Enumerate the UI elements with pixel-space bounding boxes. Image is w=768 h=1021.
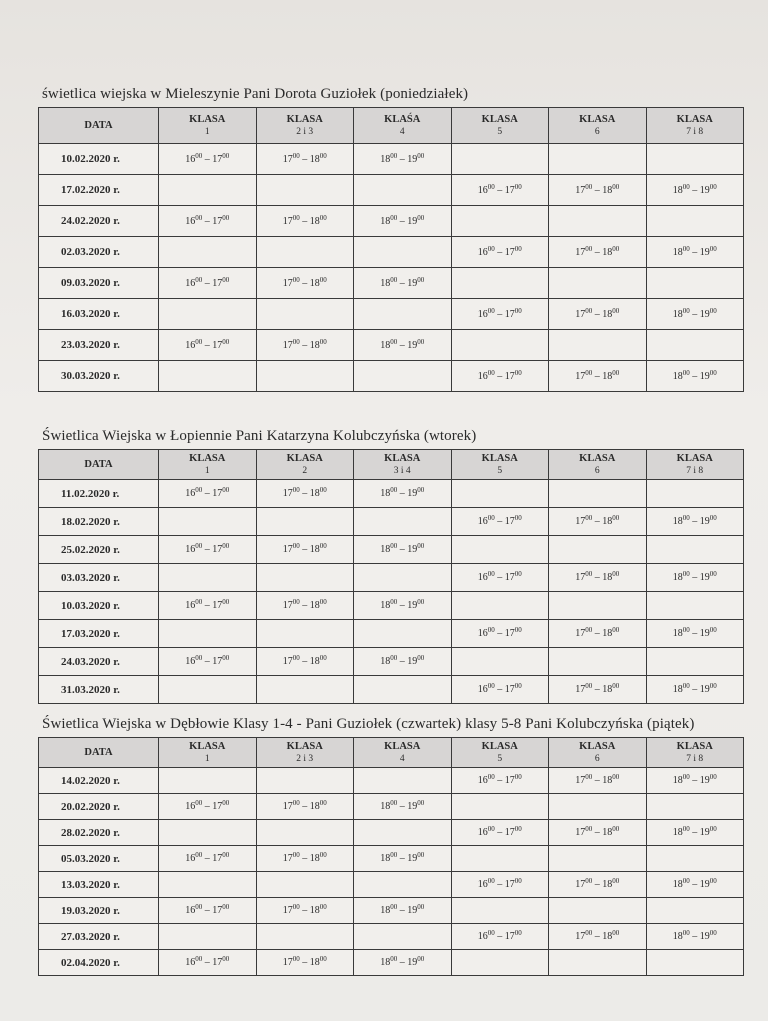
time-slot-cell: $17^{00} - 18^{00}$: [549, 872, 647, 898]
class-column-header: [549, 738, 647, 768]
class-header-label: KLASA: [481, 452, 518, 464]
time-slot-cell: $16^{00} - 17^{00}$: [159, 480, 257, 508]
time-slot-cell: [646, 950, 744, 976]
class-header-label: KLASA: [189, 740, 226, 752]
date-cell: 24.02.2020 r.: [39, 206, 159, 237]
time-slot-cell: $16^{00} - 17^{00}$: [159, 950, 257, 976]
table-row: [39, 820, 744, 846]
time-slot-cell: [256, 676, 354, 704]
class-column-header: [354, 108, 452, 144]
table-row: [39, 237, 744, 268]
time-slot-cell: [451, 536, 549, 564]
class-header-label: KLASA: [579, 452, 616, 464]
class-column-header: [256, 738, 354, 768]
time-slot-cell: $16^{00} - 17^{00}$: [451, 508, 549, 536]
date-cell: 09.03.2020 r.: [39, 268, 159, 299]
time-slot-cell: [646, 536, 744, 564]
time-slot-cell: [549, 536, 647, 564]
time-slot-cell: [354, 508, 452, 536]
time-slot-cell: [354, 237, 452, 268]
class-header-label: KLASA: [481, 113, 518, 125]
time-slot-cell: $18^{00} - 19^{00}$: [354, 268, 452, 299]
date-cell: 16.03.2020 r.: [39, 299, 159, 330]
class-column-header: [549, 450, 647, 480]
time-slot-cell: $18^{00} - 19^{00}$: [646, 872, 744, 898]
time-slot-cell: $16^{00} - 17^{00}$: [451, 175, 549, 206]
section-title: Świetlica Wiejska w Łopiennie Pani Katarzyna Kolubczyńska (wtorek): [42, 428, 477, 444]
date-cell: 23.03.2020 r.: [39, 330, 159, 361]
class-header-label: KLASA: [384, 452, 421, 464]
class-column-header: [646, 738, 744, 768]
time-slot-cell: $17^{00} - 18^{00}$: [549, 299, 647, 330]
table-row: [39, 299, 744, 330]
class-column-header: [354, 450, 452, 480]
time-slot-cell: $16^{00} - 17^{00}$: [451, 820, 549, 846]
schedule-section-lopienno: [38, 428, 744, 704]
time-slot-cell: [549, 206, 647, 237]
table-row: [39, 361, 744, 392]
time-slot-cell: $18^{00} - 19^{00}$: [354, 846, 452, 872]
date-cell: 02.04.2020 r.: [39, 950, 159, 976]
time-slot-cell: [451, 206, 549, 237]
time-slot-cell: $16^{00} - 17^{00}$: [159, 144, 257, 175]
time-slot-cell: [354, 299, 452, 330]
class-column-header: [451, 450, 549, 480]
date-column-header: DATA: [39, 738, 159, 768]
class-header-label: KLASA: [286, 452, 323, 464]
class-header-label: KLASA: [189, 113, 226, 125]
time-slot-cell: $18^{00} - 19^{00}$: [646, 924, 744, 950]
time-slot-cell: $18^{00} - 19^{00}$: [646, 175, 744, 206]
time-slot-cell: [256, 872, 354, 898]
time-slot-cell: [354, 564, 452, 592]
class-column-header: [256, 450, 354, 480]
class-column-header: [549, 108, 647, 144]
class-header-label: KLASA: [286, 113, 323, 125]
date-cell: 10.03.2020 r.: [39, 592, 159, 620]
table-row: [39, 924, 744, 950]
time-slot-cell: $17^{00} - 18^{00}$: [256, 206, 354, 237]
time-slot-cell: [256, 361, 354, 392]
table-row: [39, 564, 744, 592]
time-slot-cell: $17^{00} - 18^{00}$: [549, 924, 647, 950]
time-slot-cell: $17^{00} - 18^{00}$: [549, 676, 647, 704]
time-slot-cell: $16^{00} - 17^{00}$: [451, 676, 549, 704]
class-header-number: 7 i 8: [686, 126, 704, 137]
time-slot-cell: $17^{00} - 18^{00}$: [256, 144, 354, 175]
class-header-label: KLASA: [286, 740, 323, 752]
time-slot-cell: [256, 237, 354, 268]
class-header-number: 6: [594, 753, 600, 764]
class-header-number: 2: [302, 465, 308, 476]
time-slot-cell: $17^{00} - 18^{00}$: [549, 175, 647, 206]
table-row: [39, 480, 744, 508]
time-slot-cell: [549, 794, 647, 820]
time-slot-cell: $17^{00} - 18^{00}$: [549, 508, 647, 536]
time-slot-cell: $16^{00} - 17^{00}$: [159, 330, 257, 361]
table-row: [39, 144, 744, 175]
date-cell: 17.02.2020 r.: [39, 175, 159, 206]
schedule-table: [38, 449, 744, 704]
time-slot-cell: $18^{00} - 19^{00}$: [646, 768, 744, 794]
time-slot-cell: $16^{00} - 17^{00}$: [451, 299, 549, 330]
time-slot-cell: $17^{00} - 18^{00}$: [549, 820, 647, 846]
date-cell: 28.02.2020 r.: [39, 820, 159, 846]
class-column-header: [451, 738, 549, 768]
class-header-label: KLASA: [481, 740, 518, 752]
time-slot-cell: $17^{00} - 18^{00}$: [549, 237, 647, 268]
date-cell: 30.03.2020 r.: [39, 361, 159, 392]
time-slot-cell: $17^{00} - 18^{00}$: [549, 361, 647, 392]
date-column-header: DATA: [39, 450, 159, 480]
time-slot-cell: $17^{00} - 18^{00}$: [256, 648, 354, 676]
time-slot-cell: $18^{00} - 19^{00}$: [646, 361, 744, 392]
time-slot-cell: $17^{00} - 18^{00}$: [549, 768, 647, 794]
date-cell: 24.03.2020 r.: [39, 648, 159, 676]
time-slot-cell: $17^{00} - 18^{00}$: [256, 480, 354, 508]
table-row: [39, 592, 744, 620]
time-slot-cell: [451, 794, 549, 820]
class-header-number: 7 i 8: [686, 465, 704, 476]
time-slot-cell: $18^{00} - 19^{00}$: [646, 564, 744, 592]
date-cell: 03.03.2020 r.: [39, 564, 159, 592]
date-cell: 17.03.2020 r.: [39, 620, 159, 648]
class-header-number: 6: [594, 465, 600, 476]
header-row: [39, 450, 744, 480]
class-header-number: 7 i 8: [686, 753, 704, 764]
time-slot-cell: [159, 620, 257, 648]
time-slot-cell: [256, 924, 354, 950]
date-cell: 18.02.2020 r.: [39, 508, 159, 536]
time-slot-cell: [549, 268, 647, 299]
time-slot-cell: $16^{00} - 17^{00}$: [159, 206, 257, 237]
date-cell: 27.03.2020 r.: [39, 924, 159, 950]
time-slot-cell: [354, 676, 452, 704]
class-header-label: KLASA: [189, 452, 226, 464]
time-slot-cell: $16^{00} - 17^{00}$: [159, 648, 257, 676]
class-header-label: KLASA: [579, 740, 616, 752]
time-slot-cell: $18^{00} - 19^{00}$: [646, 508, 744, 536]
time-slot-cell: [159, 564, 257, 592]
time-slot-cell: [549, 846, 647, 872]
time-slot-cell: [646, 268, 744, 299]
time-slot-cell: [354, 175, 452, 206]
class-column-header: [646, 450, 744, 480]
time-slot-cell: $18^{00} - 19^{00}$: [354, 648, 452, 676]
class-header-number: 2 i 3: [296, 753, 314, 764]
time-slot-cell: [451, 480, 549, 508]
schedule-section-deblowo: [38, 716, 744, 976]
time-slot-cell: [646, 592, 744, 620]
time-slot-cell: [646, 330, 744, 361]
class-header-number: 5: [497, 753, 503, 764]
time-slot-cell: $17^{00} - 18^{00}$: [256, 268, 354, 299]
class-header-label: KLASA: [676, 740, 713, 752]
time-slot-cell: $18^{00} - 19^{00}$: [354, 536, 452, 564]
table-row: [39, 794, 744, 820]
time-slot-cell: $16^{00} - 17^{00}$: [159, 592, 257, 620]
time-slot-cell: $16^{00} - 17^{00}$: [451, 924, 549, 950]
time-slot-cell: $18^{00} - 19^{00}$: [354, 950, 452, 976]
time-slot-cell: [451, 846, 549, 872]
schedule-section-mieleszyn: [38, 86, 744, 392]
time-slot-cell: [646, 794, 744, 820]
date-cell: 14.02.2020 r.: [39, 768, 159, 794]
class-header-label: KLASA: [384, 740, 421, 752]
time-slot-cell: [646, 898, 744, 924]
header-row: [39, 108, 744, 144]
class-column-header: [159, 108, 257, 144]
class-header-label: KLASA: [676, 113, 713, 125]
date-cell: 31.03.2020 r.: [39, 676, 159, 704]
time-slot-cell: [159, 237, 257, 268]
time-slot-cell: $16^{00} - 17^{00}$: [159, 846, 257, 872]
class-column-header: [159, 738, 257, 768]
time-slot-cell: [256, 620, 354, 648]
class-header-number: 2 i 3: [296, 126, 314, 137]
time-slot-cell: $18^{00} - 19^{00}$: [354, 206, 452, 237]
class-header-number: 1: [204, 126, 210, 137]
time-slot-cell: $16^{00} - 17^{00}$: [159, 536, 257, 564]
time-slot-cell: $16^{00} - 17^{00}$: [451, 564, 549, 592]
time-slot-cell: [451, 330, 549, 361]
time-slot-cell: [549, 592, 647, 620]
time-slot-cell: [256, 508, 354, 536]
time-slot-cell: [256, 175, 354, 206]
time-slot-cell: [354, 768, 452, 794]
time-slot-cell: $16^{00} - 17^{00}$: [451, 620, 549, 648]
table-row: [39, 898, 744, 924]
time-slot-cell: $16^{00} - 17^{00}$: [451, 768, 549, 794]
time-slot-cell: [451, 950, 549, 976]
date-cell: 25.02.2020 r.: [39, 536, 159, 564]
table-row: [39, 206, 744, 237]
time-slot-cell: $16^{00} - 17^{00}$: [159, 898, 257, 924]
time-slot-cell: [159, 508, 257, 536]
date-column-header: DATA: [39, 108, 159, 144]
class-header-label: KLASA: [579, 113, 616, 125]
time-slot-cell: $18^{00} - 19^{00}$: [354, 898, 452, 924]
time-slot-cell: [354, 361, 452, 392]
time-slot-cell: [549, 950, 647, 976]
time-slot-cell: [159, 361, 257, 392]
time-slot-cell: [646, 648, 744, 676]
time-slot-cell: [549, 144, 647, 175]
date-cell: 19.03.2020 r.: [39, 898, 159, 924]
time-slot-cell: [159, 299, 257, 330]
time-slot-cell: [549, 480, 647, 508]
class-column-header: [159, 450, 257, 480]
time-slot-cell: [646, 480, 744, 508]
table-row: [39, 330, 744, 361]
time-slot-cell: $17^{00} - 18^{00}$: [549, 564, 647, 592]
time-slot-cell: $18^{00} - 19^{00}$: [646, 299, 744, 330]
time-slot-cell: [549, 898, 647, 924]
time-slot-cell: [354, 872, 452, 898]
time-slot-cell: $17^{00} - 18^{00}$: [256, 592, 354, 620]
time-slot-cell: [451, 268, 549, 299]
class-header-number: 3 i 4: [393, 465, 411, 476]
date-cell: 02.03.2020 r.: [39, 237, 159, 268]
time-slot-cell: [354, 620, 452, 648]
date-cell: 11.02.2020 r.: [39, 480, 159, 508]
table-row: [39, 648, 744, 676]
schedule-table: [38, 737, 744, 976]
time-slot-cell: $16^{00} - 17^{00}$: [159, 268, 257, 299]
class-header-number: 6: [594, 126, 600, 137]
table-row: [39, 508, 744, 536]
time-slot-cell: [451, 592, 549, 620]
time-slot-cell: [549, 648, 647, 676]
time-slot-cell: $16^{00} - 17^{00}$: [159, 794, 257, 820]
time-slot-cell: $17^{00} - 18^{00}$: [256, 536, 354, 564]
time-slot-cell: [159, 872, 257, 898]
time-slot-cell: $18^{00} - 19^{00}$: [646, 820, 744, 846]
time-slot-cell: [646, 144, 744, 175]
class-column-header: [256, 108, 354, 144]
time-slot-cell: [451, 898, 549, 924]
section-title: świetlica wiejska w Mieleszynie Pani Dorota Guziołek (poniedziałek): [42, 86, 469, 102]
time-slot-cell: [354, 924, 452, 950]
time-slot-cell: $18^{00} - 19^{00}$: [646, 237, 744, 268]
time-slot-cell: [159, 924, 257, 950]
time-slot-cell: $18^{00} - 19^{00}$: [354, 480, 452, 508]
date-cell: 20.02.2020 r.: [39, 794, 159, 820]
class-header-label: KLASA: [676, 452, 713, 464]
date-cell: 05.03.2020 r.: [39, 846, 159, 872]
time-slot-cell: [646, 846, 744, 872]
time-slot-cell: [256, 768, 354, 794]
time-slot-cell: $17^{00} - 18^{00}$: [256, 846, 354, 872]
table-row: [39, 768, 744, 794]
time-slot-cell: $16^{00} - 17^{00}$: [451, 872, 549, 898]
time-slot-cell: [159, 768, 257, 794]
time-slot-cell: $17^{00} - 18^{00}$: [256, 898, 354, 924]
class-column-header: [354, 738, 452, 768]
time-slot-cell: [549, 330, 647, 361]
table-row: [39, 846, 744, 872]
table-row: [39, 175, 744, 206]
time-slot-cell: [159, 820, 257, 846]
time-slot-cell: $17^{00} - 18^{00}$: [256, 330, 354, 361]
table-row: [39, 268, 744, 299]
time-slot-cell: [256, 564, 354, 592]
class-header-number: 5: [497, 465, 503, 476]
time-slot-cell: $18^{00} - 19^{00}$: [354, 592, 452, 620]
date-cell: 10.02.2020 r.: [39, 144, 159, 175]
time-slot-cell: [256, 820, 354, 846]
time-slot-cell: $18^{00} - 19^{00}$: [646, 676, 744, 704]
table-row: [39, 872, 744, 898]
time-slot-cell: [451, 144, 549, 175]
time-slot-cell: $17^{00} - 18^{00}$: [549, 620, 647, 648]
time-slot-cell: $18^{00} - 19^{00}$: [354, 330, 452, 361]
table-row: [39, 950, 744, 976]
time-slot-cell: [256, 299, 354, 330]
class-column-header: [451, 108, 549, 144]
time-slot-cell: $18^{00} - 19^{00}$: [354, 144, 452, 175]
class-header-number: 1: [204, 465, 210, 476]
class-header-number: 4: [399, 126, 405, 137]
class-header-number: 1: [204, 753, 210, 764]
time-slot-cell: [646, 206, 744, 237]
time-slot-cell: [451, 648, 549, 676]
class-column-header: [646, 108, 744, 144]
date-cell: 13.03.2020 r.: [39, 872, 159, 898]
header-row: [39, 738, 744, 768]
time-slot-cell: $18^{00} - 19^{00}$: [354, 794, 452, 820]
table-row: [39, 536, 744, 564]
time-slot-cell: [159, 676, 257, 704]
table-row: [39, 620, 744, 648]
class-header-label: KLAŚA: [384, 113, 421, 125]
class-header-number: 4: [399, 753, 405, 764]
section-title: Świetlica Wiejska w Dębłowie Klasy 1-4 - Pani Guziołek (czwartek) klasy 5-8 Pani Kolubczyńska (piątek): [42, 716, 695, 732]
time-slot-cell: $16^{00} - 17^{00}$: [451, 361, 549, 392]
class-header-number: 5: [497, 126, 503, 137]
schedule-table: [38, 107, 744, 392]
time-slot-cell: $17^{00} - 18^{00}$: [256, 794, 354, 820]
time-slot-cell: [354, 820, 452, 846]
time-slot-cell: $16^{00} - 17^{00}$: [451, 237, 549, 268]
time-slot-cell: $18^{00} - 19^{00}$: [646, 620, 744, 648]
table-row: [39, 676, 744, 704]
time-slot-cell: $17^{00} - 18^{00}$: [256, 950, 354, 976]
time-slot-cell: [159, 175, 257, 206]
